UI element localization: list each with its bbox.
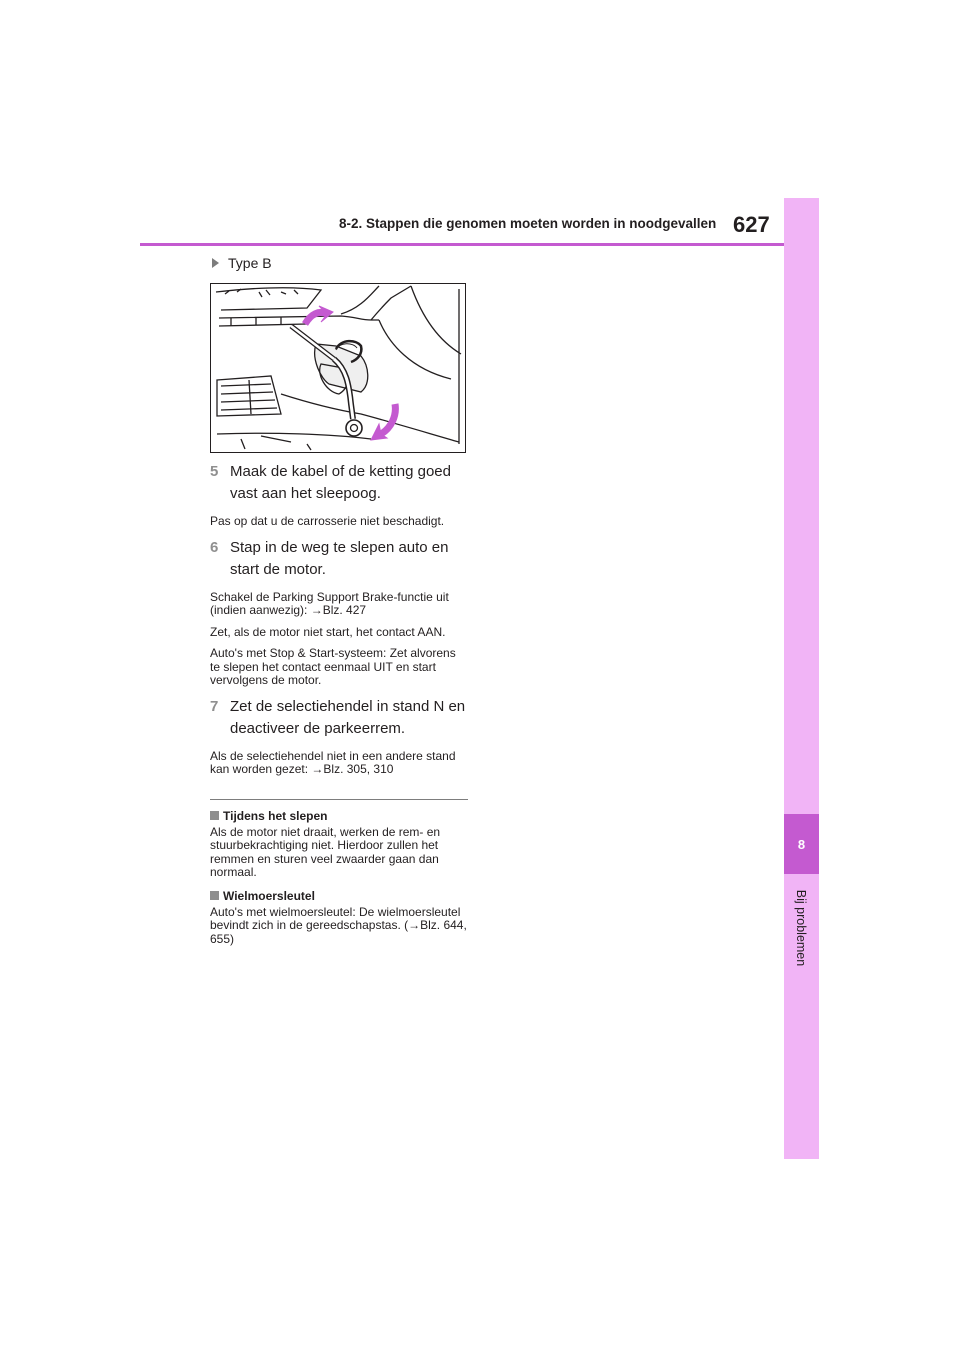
chapter-number-tab[interactable]	[784, 814, 819, 874]
info-box-towing	[210, 809, 468, 880]
info-box-body: Auto's met wielmoersleutel: De wielmoersleutel bevindt zich in de gereedschapstas. (→Blz. 644, 655)	[210, 904, 467, 946]
type-heading	[212, 255, 468, 271]
type-heading-label: Type B	[228, 255, 272, 271]
step-note: Auto's met Stop & Start-systeem: Zet alvorens te slepen het contact eenmaal UIT en start vervolgens de motor.	[210, 646, 456, 687]
step-number: 6	[210, 538, 219, 556]
step-7-row	[210, 696, 468, 740]
info-box-wrench	[210, 889, 468, 947]
chapter-label: Bij problemen	[794, 889, 809, 967]
chapter-number: 8	[797, 836, 806, 852]
step-note: Als de selectiehendel niet in een andere stand kan worden gezet: →Blz. 305, 310	[210, 748, 456, 776]
step-6-row	[210, 537, 468, 581]
step-text: Zet de selectiehendel in stand N en deactiveer de parkeerrem.	[230, 697, 466, 737]
towing-eyelet-illustration	[210, 283, 466, 453]
page-number: 627	[733, 212, 770, 237]
chapter-side-tab	[784, 198, 819, 1159]
header-divider	[140, 243, 784, 246]
step-7	[210, 696, 468, 777]
main-content	[210, 255, 468, 946]
triangle-bullet-icon	[212, 258, 219, 268]
info-box-title-row	[210, 809, 468, 823]
section-divider	[210, 799, 468, 800]
info-box-title-row	[210, 889, 468, 903]
step-note: Zet, als de motor niet start, het contact AAN.	[210, 624, 446, 639]
chapter-label-container	[784, 878, 819, 978]
step-number: 5	[210, 463, 219, 480]
square-bullet-icon	[210, 811, 219, 820]
info-box-title: Wielmoersleutel	[223, 888, 315, 903]
square-bullet-icon	[210, 891, 219, 900]
step-5-row	[210, 461, 468, 505]
step-note: Pas op dat u de carrosserie niet beschadigt.	[210, 514, 445, 528]
info-box-title: Tijdens het slepen	[223, 808, 328, 823]
section-title: 8-2. Stappen die genomen moeten worden in noodgevallen	[339, 216, 717, 231]
info-box-body: Als de motor niet draait, werken de rem- en stuurbekrachtiging niet. Hierdoor zullen het remmen en sturen veel zwaarder gaan dan normaal.	[210, 824, 441, 879]
step-text: Maak de kabel of de ketting goed vast aan het sleepoog.	[230, 463, 451, 502]
step-number: 7	[210, 697, 219, 715]
step-note: Schakel de Parking Support Brake-functie uit (indien aanwezig): →Blz. 427	[210, 589, 449, 617]
step-text: Stap in de weg te slepen auto en start de motor.	[230, 538, 449, 578]
step-5	[210, 461, 468, 529]
step-6	[210, 537, 468, 688]
